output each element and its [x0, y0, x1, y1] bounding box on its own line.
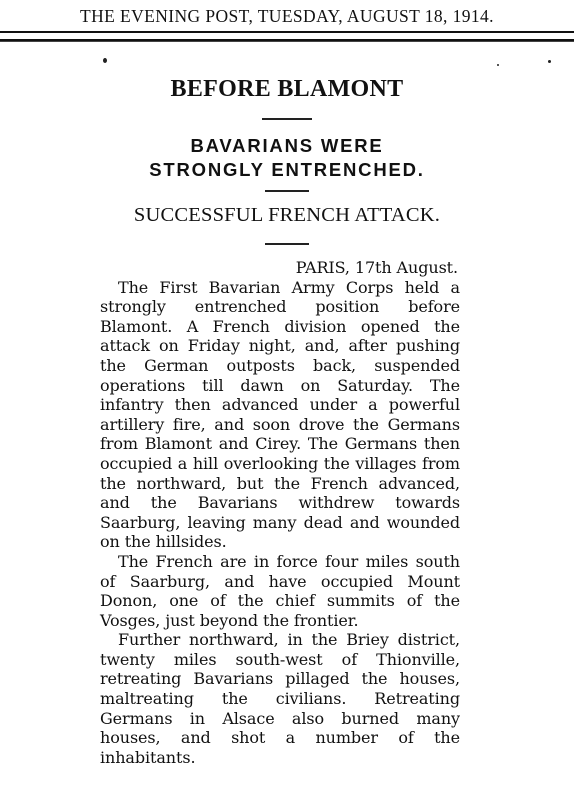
article-paragraph-2: The French are in force four miles south of Saarburg, and have occupied Mount Donon, one of the chief summits of the Vosges, just beyond the frontier.: [100, 551, 460, 630]
masthead-thin-rule: [0, 41, 574, 42]
headline-divider: [262, 118, 312, 120]
newspaper-masthead: THE EVENING POST, TUESDAY, AUGUST 18, 1914.: [80, 6, 494, 26]
subheadline-divider: [265, 190, 309, 192]
dateline-divider: [265, 243, 309, 245]
article-subheadline: BAVARIANS WERE STRONGLY ENTRENCHED.: [149, 135, 425, 180]
print-speck: [548, 60, 551, 63]
article-secondary-subheadline: SUCCESSFUL FRENCH ATTACK.: [133, 204, 441, 226]
article-headline: BEFORE BLAMONT: [170, 76, 404, 102]
article-paragraph-1: The First Bavarian Army Corps held a strongly entrenched position before Blamont. A French division opened the attack on Friday night, and, after pushing the German outposts back, suspended operations till dawn on Saturday. The infantry then advanced under a powerful artillery fire, and soon drove the Germans from Blamont and Cirey. The Germans then occupied a hill overlooking the villages from the northward, but the French advanced, and the Bavarians withdrew towards Saarburg, leaving many dead and wounded on the hillsides.: [100, 277, 460, 552]
masthead-double-rule: [0, 31, 574, 41]
article-dateline: PARIS, 17th August.: [295, 258, 458, 277]
print-speck: [103, 58, 107, 63]
article-body: [100, 258, 460, 767]
print-speck: [497, 64, 499, 66]
article-paragraph-3: Further northward, in the Briey district, twenty miles south-west of Thionville, retreating Bavarians pillaged the houses, maltreating the civilians. Retreating Germans in Alsace also burned many houses, and shot a number of the inhabitants.: [100, 630, 460, 767]
